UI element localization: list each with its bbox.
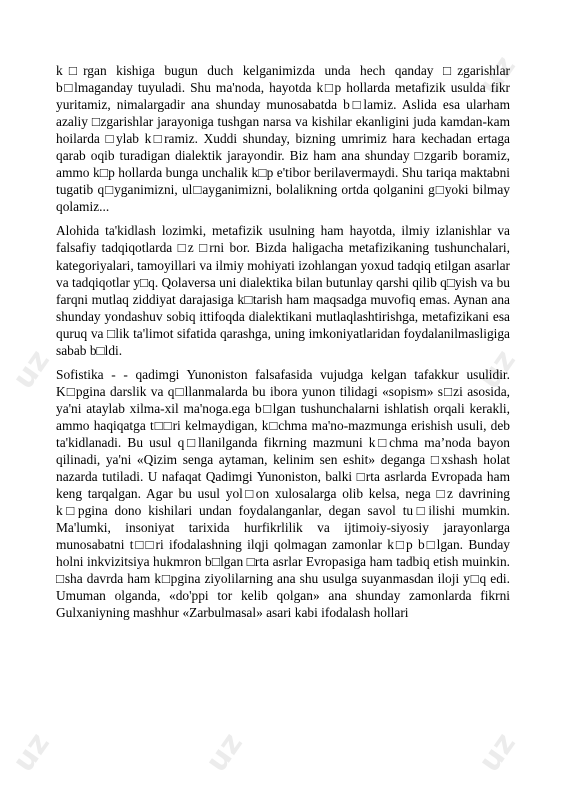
- watermark-logo: uz: [471, 343, 523, 396]
- watermark-logo: uz: [5, 343, 57, 396]
- watermark-logo: uz: [471, 726, 523, 779]
- watermark-logo: uz: [198, 726, 250, 779]
- paragraph-metaphysics-role: Alohida ta'kidlash lozimki, metafizik usulning ham hayotda, ilmiy izlanishlar va falsafiy tadqiqotlarda □z □rni bor. Bizda haligacha metafizikaning tushunchalari, kategoriyalari, tamoyillari va ilmiy mohiyati izohlangan yoxud tadqiq etilgan asarlar va tadqiqotlar y□q. Qolaversa uni dialektika bilan butunlay qarshi qilib q□yish va bu farqni mutlaq ziddiyat darajasiga k□tarish ham maqsadga muvofiq emas. Aynan ana shunday yondashuv sobiq ittifoqda dialektikani mutlaqlashtirishga, metafizikani esa quruq va □lik ta'limot sifatida qarashga, uning imkoniyatlaridan foydalanilmasligiga sabab b□ldi.: [56, 223, 510, 358]
- watermark-logo: uz: [5, 726, 57, 779]
- document-page: [56, 62, 510, 629]
- paragraph-sophistry: Sofistika - - qadimgi Yunoniston falsafasida vujudga kelgan tafakkur usulidir. K□pgina darslik va q□llanmalarda bu ibora yunon tilidagi «sopism» s□zi asosida, ya'ni ataylab xilma-xil ma'noga.ega b□lgan tushunchalarni ishlatish orqali kerakli, ammo haqiqatga t□□ri kelmaydigan, k□chma ma'no-mazmunga erishish usuli, deb ta'kidlanadi. Bu usul q□llanilganda fikrning mazmuni k□chma maʼnoda bayon qilinadi, ya'ni «Qizim senga aytaman, kelinim sen eshit» deganga □xshash holat nazarda tutiladi. U nafaqat Qadimgi Yunoniston, balki □rta asrlarda Evropada ham keng tarqalgan. Agar bu usul yol□on xulosalarga olib kelsa, nega □z davrining k□pgina dono kishilari undan foydalanganlar, degan savol tu□ilishi mumkin. Ma'lumki, insoniyat tarixida hurfikrlilik va ijtimoiy-siyosiy jarayonlarga munosabatni t□□ri ifodalashning ilqji qolmagan zamonlar k□p b□lgan. Bunday holni inkvizitsiya hukmron b□lgan □rta asrlar Evropasiga ham tadbiq etish muinkin. □sha davrda ham k□pgina ziyolilarning ana shu usulga suyanmasdan iloji y□q edi. Umuman olganda, «do'ppi tor kelib qolgan» ana shunday zamonlarda fikrni Gulxaniyning mashhur «Zarbulmasal» asari kabi ifodalash hollari: [56, 366, 510, 621]
- watermark-logo: uz: [471, 49, 523, 102]
- paragraph-metaphysics-everyday: k□rgan kishiga bugun duch kelganimizda unda hech qanday □zgarishlar b□lmaganday tuyuladi. Shu ma'noda, hayotda k□p hollarda metafizik usulda fikr yuritamiz, nimalargadir ana shunday munosabatda b□lamiz. Aslida esa ularham azaliy □zgarishlar jarayoniga tushgan narsa va kishilar ekanligini juda kamdan-kam hoilarda □ylab k□ramiz. Xuddi shunday, bizning umrimiz hara kechadan ertaga qarab oqib turadigan dialektik jarayondir. Biz ham ana shunday □zgarib boramiz, ammo k□p hollarda bunga unchalik k□p e'tibor berilavermaydi. Shu tariqa maktabni tugatib q□yganimizni, ul□ayganimizni, bolalikning ortda qolganini g□yoki bilmay qolamiz...: [56, 63, 510, 215]
